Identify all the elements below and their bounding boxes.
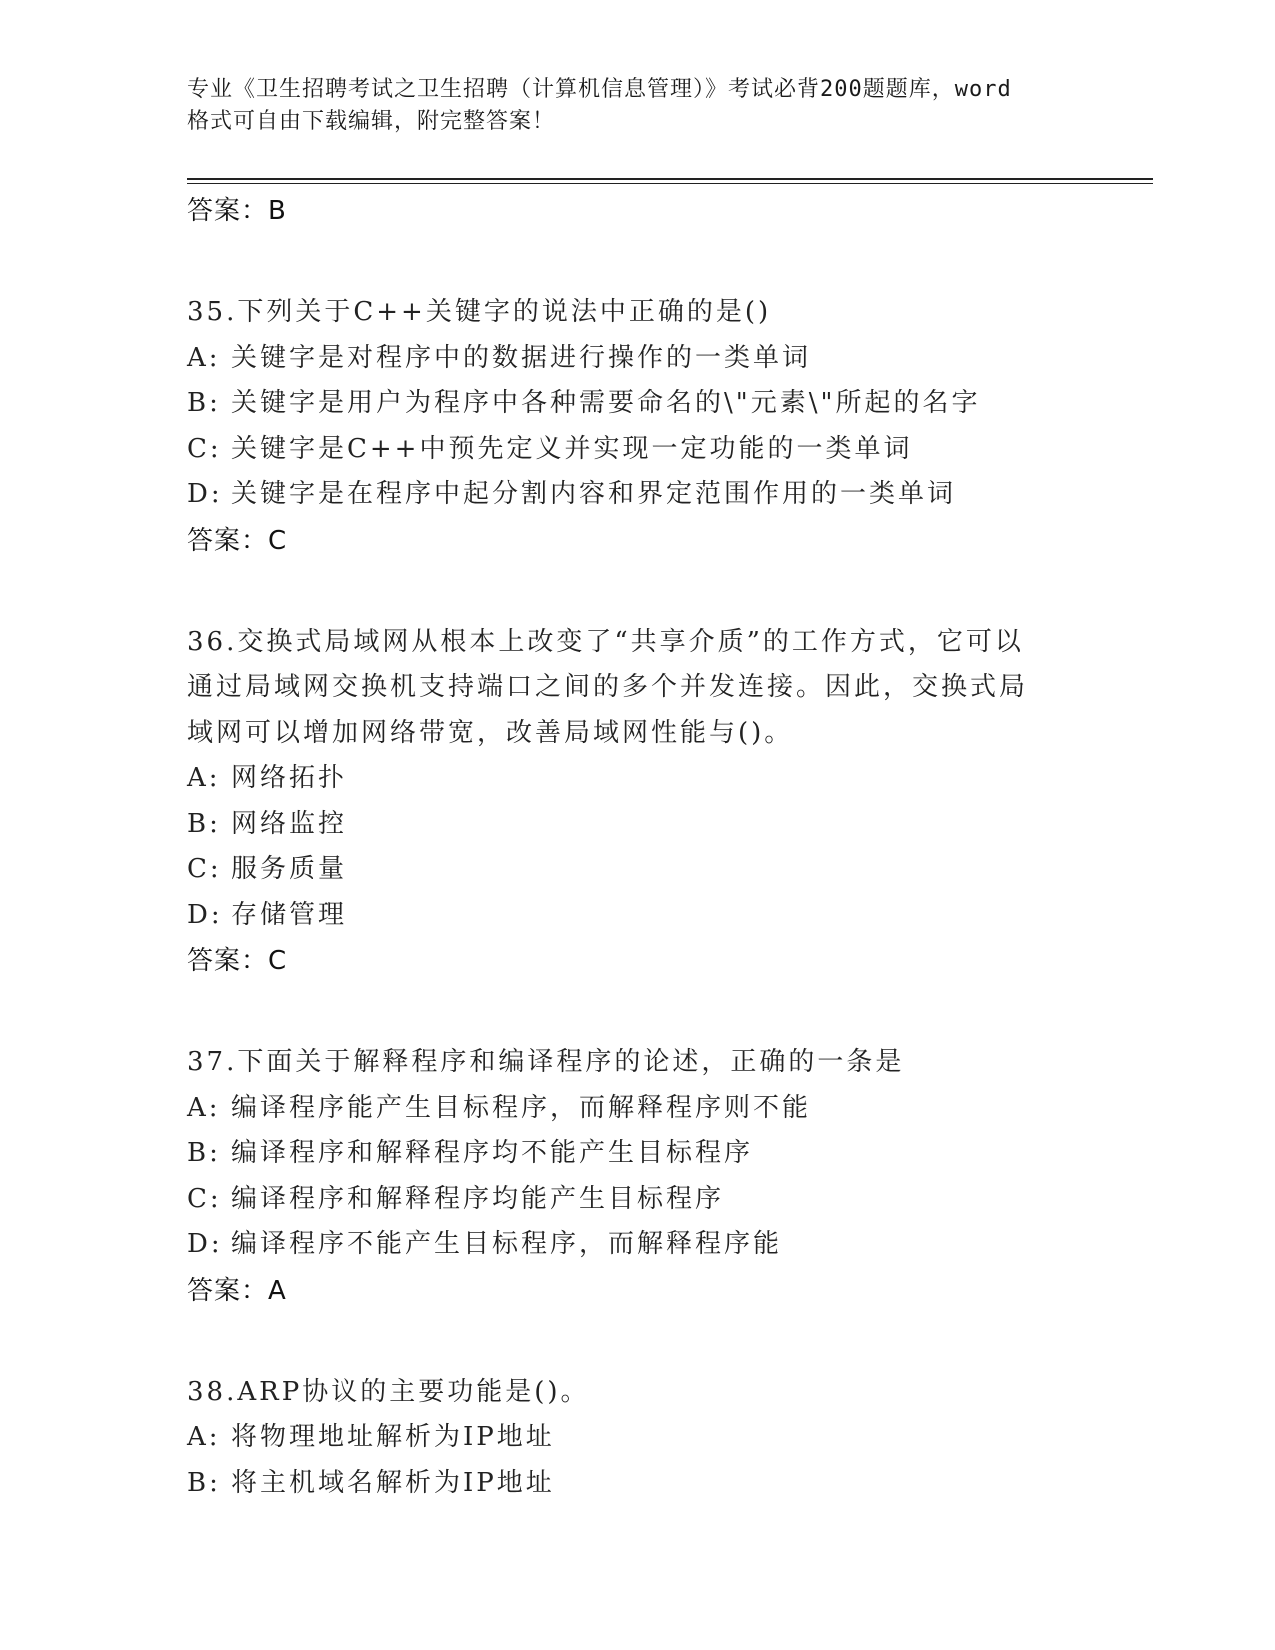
option-d [187,472,1147,518]
answer-value: A [268,1275,287,1306]
question-text: 37.下面关于解释程序和编译程序的论述，正确的一条是 [187,1047,905,1077]
question-text: 36.交换式局域网从根本上改变了“共享介质”的工作方式，它可以通过局域网交换机支持端口之间的多个并发连接。因此，交换式局域网可以增加网络带宽，改善局域网性能与()。 [187,626,1029,748]
option-b [187,381,1147,427]
option-letter: A: [187,342,221,373]
answer-value: C [268,525,288,556]
question-37 [187,1040,1147,1314]
header-divider-thick [187,178,1153,180]
answer-value: B [268,196,287,226]
option-a [187,336,1147,382]
option-text: 将主机域名解析为IP地址 [231,1467,555,1498]
option-text: 服务质量 [231,854,348,884]
answer-line [187,938,1147,984]
option-letter: A: [187,1422,221,1452]
option-text: 关键字是用户为程序中各种需要命名的\"元素\"所起的名字 [231,388,981,418]
option-letter: C: [187,1183,222,1214]
option-text: 关键字是对程序中的数据进行操作的一类单词 [231,342,812,373]
option-letter: D: [187,1229,223,1259]
question-35 [187,290,1147,564]
document-body [187,188,1147,1506]
option-text: 存储管理 [231,899,348,930]
option-letter: A: [187,1092,221,1123]
option-letter: A: [187,763,221,793]
answer-value: C [268,946,288,976]
answer-label: 答案： [187,196,269,226]
question-38 [187,1370,1147,1507]
answer-label: 答案： [187,1275,269,1306]
option-letter: C: [187,854,222,884]
header-line-1: 专业《卫生招聘考试之卫生招聘（计算机信息管理）》考试必背200题题库，word [187,77,1012,102]
question-36 [187,620,1147,985]
option-letter: D: [187,479,223,509]
option-d [187,1222,1147,1268]
option-c [187,1177,1147,1223]
option-text: 编译程序和解释程序均能产生目标程序 [231,1183,725,1214]
option-letter: B: [187,1467,221,1498]
answer-label: 答案： [187,946,269,976]
option-letter: D: [187,899,223,930]
answer-line [187,518,1147,564]
option-text: 网络拓扑 [231,763,348,793]
answer-line [187,1268,1147,1314]
option-text: 网络监控 [231,808,348,839]
option-letter: B: [187,1138,221,1168]
option-c [187,427,1147,473]
option-text: 编译程序能产生目标程序，而解释程序则不能 [231,1092,812,1123]
option-b [187,1461,1147,1507]
option-text: 编译程序不能产生目标程序，而解释程序能 [231,1229,783,1259]
header-line-2: 格式可自由下载编辑，附完整答案！ [187,109,556,134]
header-divider-thin [187,183,1153,184]
answer-line [187,188,1147,234]
option-letter: B: [187,388,221,418]
option-c [187,847,1147,893]
question-text: 35.下列关于C++关键字的说法中正确的是() [187,297,772,327]
option-a [187,756,1147,802]
option-letter: B: [187,808,221,839]
question-text: 38.ARP协议的主要功能是()。 [187,1376,590,1407]
option-a [187,1415,1147,1461]
option-text: 编译程序和解释程序均不能产生目标程序 [231,1138,754,1168]
document-header [187,74,1087,138]
option-a [187,1086,1147,1132]
option-b [187,1131,1147,1177]
option-letter: C: [187,433,222,464]
option-text: 关键字是在程序中起分割内容和界定范围作用的一类单词 [231,479,957,509]
option-text: 关键字是C++中预先定义并实现一定功能的一类单词 [231,433,913,464]
answer-label: 答案： [187,525,269,556]
option-d [187,893,1147,939]
option-b [187,802,1147,848]
option-text: 将物理地址解析为IP地址 [231,1422,555,1452]
